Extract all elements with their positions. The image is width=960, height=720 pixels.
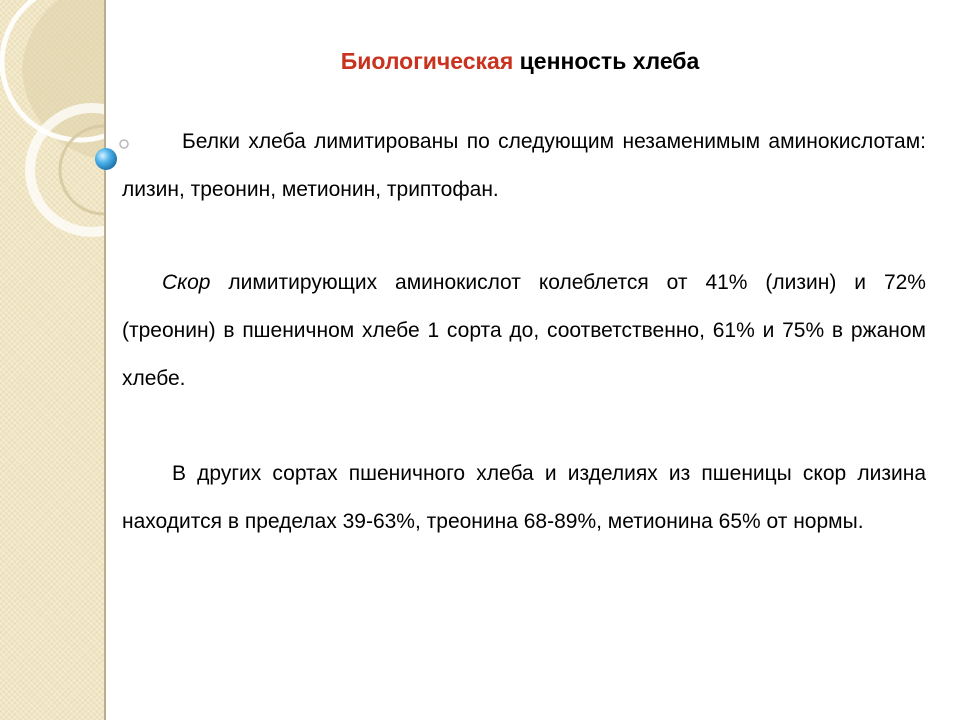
blue-orb-icon xyxy=(95,148,117,170)
title-accent-word: Биологическая xyxy=(340,48,514,74)
paragraph-1: Белки хлеба лимитированы по следующим незаменимым аминокислотам: лизин, треонин, метионин, триптофан. xyxy=(122,130,926,201)
paragraph-2 xyxy=(122,259,926,403)
slide-title xyxy=(200,48,840,75)
paragraph-3: В других сортах пшеничного хлеба и изделиях из пшеницы скор лизина находится в пределах 39-63%, треонина 68-89%, метионина 65% от нормы. xyxy=(122,462,926,533)
title-rest: ценность хлеба xyxy=(519,48,700,74)
paragraph-2-italic-term: Скор xyxy=(162,271,211,294)
paragraph-2-text: лимитирующих аминокислот колеблется от 41% (лизин) и 72% (треонин) в пшеничном хлебе 1 сорта до, соответственно, 61% и 75% в ржаном хлебе. xyxy=(122,271,926,390)
bullet-orb xyxy=(0,0,140,200)
